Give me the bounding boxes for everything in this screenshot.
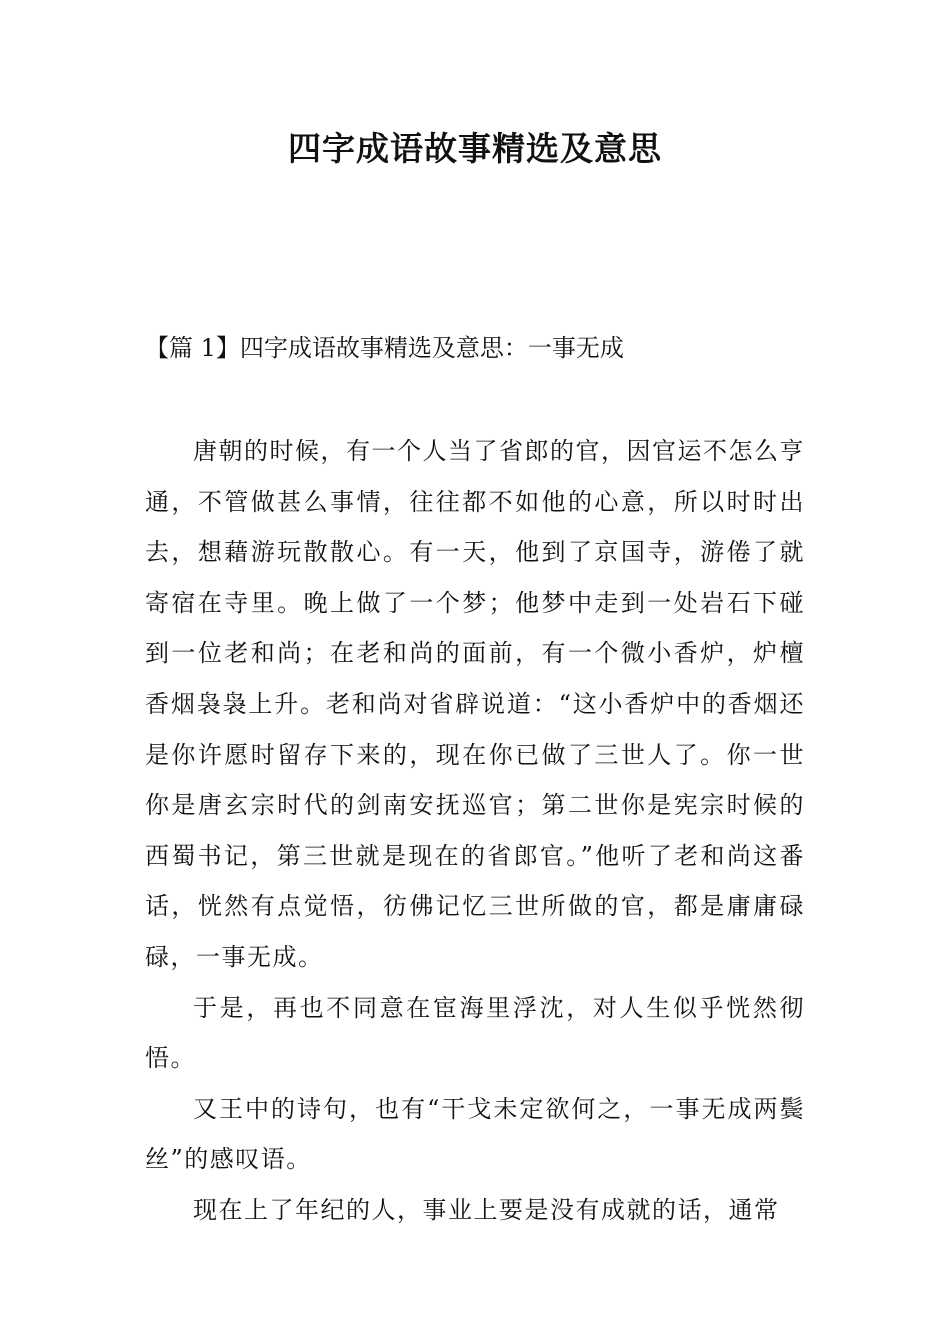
article-body [145,426,805,1236]
section-heading: 【篇 1】四字成语故事精选及意思：一事无成 [145,334,624,362]
paragraph: 现在上了年纪的人，事业上要是没有成就的话，通常 [193,1195,780,1224]
paragraph: 唐朝的时候，有一个人当了省郎的官，因官运不怎么亨通，不管做甚么事情，往往都不如他的心意，所以时时出去，想藉游玩散散心。有一天，他到了京国寺，游倦了就寄宿在寺里。晚上做了一个梦；他梦中走到一处岩石下碰到一位老和尚；在老和尚的面前，有一个微小香炉，炉檀香烟袅袅上升。老和尚对省辟说道：“这小香炉中的香烟还是你许愿时留存下来的，现在你已做了三世人了。你一世你是唐玄宗时代的剑南安抚巡官；第二世你是宪宗时候的西蜀书记，第三世就是现在的省郎官。”他听了老和尚这番话，恍然有点觉悟，彷佛记忆三世所做的官，都是庸庸碌碌，一事无成。 [145,437,805,971]
paragraph: 又王中的诗句，也有“干戈未定欲何之，一事无成两鬓丝”的感叹语。 [145,1094,805,1174]
document-title: 四字成语故事精选及意思 [288,129,662,168]
paragraph: 于是，再也不同意在宦海里浮沈，对人生似乎恍然彻悟。 [145,993,805,1073]
